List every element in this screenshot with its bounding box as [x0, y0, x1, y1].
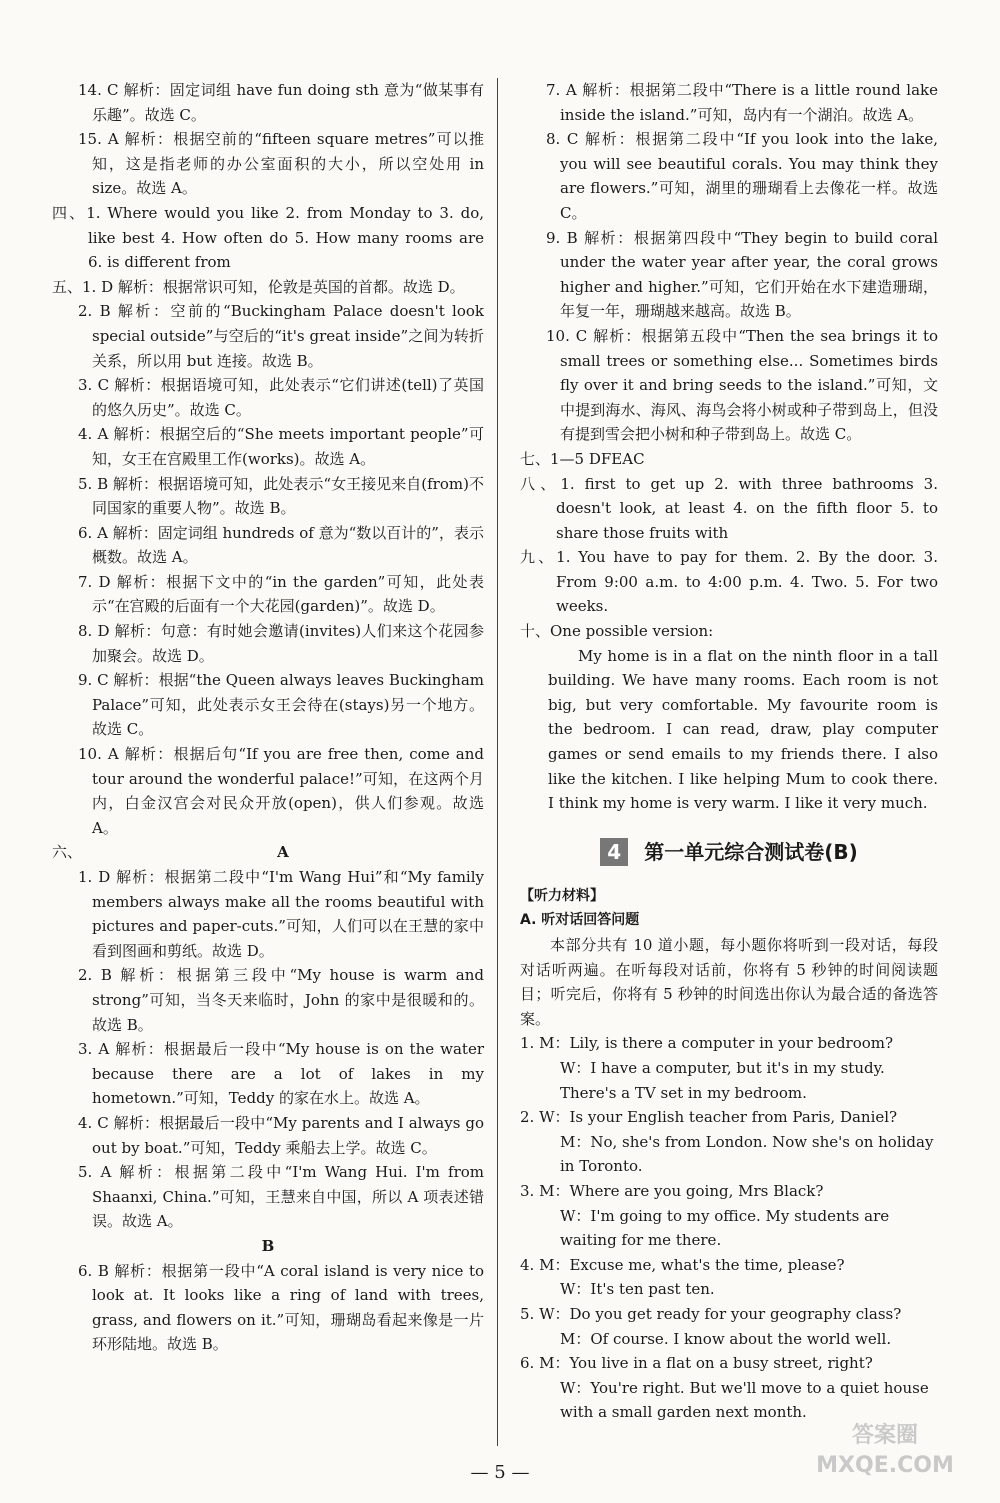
dialogue-line: 1. M：Lily, is there a computer in your bedroom?: [520, 1034, 894, 1053]
answer-item: 十、One possible version:: [520, 622, 714, 641]
answer-item: 9. C 解析：根据“the Queen always leaves Buckingham Palace”可知，此处表示女王会待在(stays)另一个地方。故选 C。: [78, 671, 484, 739]
passage-label: B: [261, 1236, 275, 1255]
answer-item: 7. D 解析：根据下文中的“in the garden”可知，此处表示“在宫殿的后面有一个大花园(garden)”。故选 D。: [78, 572, 484, 616]
section-number: 六、: [52, 843, 83, 862]
answer-item: 4. C 解析：根据最后一段中“My parents and I always go out by boat.”可知，Teddy 乘船去上学。故选 C。: [78, 1113, 484, 1157]
answer-item: 2. B 解析：空前的“Buckingham Palace doesn't look special outside”与空后的“it's great inside”之间为转折关系，所以用 but 连接。故选 B。: [78, 302, 484, 370]
dialogue-line: W：You're right. But we'll move to a quiet house with a small garden next month.: [560, 1378, 929, 1422]
answer-item: 八、1. first to get up 2. with three bathrooms 3. doesn't look, at least 4. on the fifth floor 5. to share those fruits with: [520, 474, 938, 542]
answer-item: 6. A 解析：固定词组 hundreds of 意为“数以百计的”，表示概数。故选 A。: [78, 523, 484, 567]
right-column: [520, 78, 938, 1425]
answer-item: 7. A 解析：根据第二段中“There is a little round lake inside the island.”可知，岛内有一个湖泊。故选 A。: [546, 81, 938, 124]
unit-number-badge: 4: [600, 838, 628, 866]
watermark-line: 答案圈: [851, 1423, 918, 1448]
answer-item: 5. B 解析：根据语境可知，此处表示“女王接见来自(from)不同国家的重要人物”。故选 B。: [78, 474, 484, 518]
unit-title: 第一单元综合测试卷(B): [644, 839, 858, 864]
dialogue-line: W：I'm going to my office. My students are waiting for me there.: [560, 1206, 890, 1250]
dialogue-line: M：No, she's from London. Now she's on holiday in Toronto.: [560, 1132, 934, 1176]
unit-heading: [520, 838, 938, 866]
answer-item: 8. C 解析：根据第二段中“If you look into the lake, you will see beautiful corals. You may think they are flowers.”可知，湖里的珊瑚看上去像花一样。故选 C。: [546, 130, 938, 222]
column-divider: [497, 78, 498, 1446]
dialogue-line: 5. W：Do you get ready for your geography class?: [520, 1304, 902, 1323]
dialogue-line: 3. M：Where are you going, Mrs Black?: [520, 1181, 824, 1200]
answer-item: 10. C 解析：根据第五段中“Then the sea brings it to small trees or something else... Sometimes birds fly over it and bring seeds to the island.”可知，文中提到海水、海风、海鸟会将小树或种子带到岛上，但没有提到雪会把小树和种子带到岛上。故选 C。: [546, 326, 938, 444]
answer-item: 8. D 解析：句意：有时她会邀请(invites)人们来这个花园参加聚会。故选 D。: [78, 622, 484, 665]
answer-item: 6. B 解析：根据第一段中“A coral island is very nice to look at. It looks like a ring of land with trees, grass, and flowers on it.”可知，珊瑚岛看起来像是一片环形陆地。故选 B。: [78, 1261, 484, 1354]
dialogue-line: W：It's ten past ten.: [560, 1280, 715, 1299]
section-a-heading: A. 听对话回答问题: [520, 912, 640, 929]
answer-item: 四、1. Where would you like 2. from Monday to 3. do, like best 4. How often do 5. How many rooms are 6. is different from: [52, 203, 484, 272]
watermark-logo: [810, 1421, 960, 1491]
dialogue-line: 2. W：Is your English teacher from Paris, Daniel?: [520, 1108, 898, 1127]
watermark-line: MXQE.COM: [816, 1453, 954, 1478]
section-six-header: [52, 840, 484, 865]
essay-text: My home is in a flat on the ninth floor in a tall building. We have many rooms. Each room is not big, but very comfortable. My favourite room is the bedroom. I can read, draw, play computer games or send emails to my friends there. I also like the kitchen. I like helping Mum to cook there. I think my home is very warm. I like it very much.: [548, 646, 938, 813]
answer-item: 3. A 解析：根据最后一段中“My house is on the water because there are a lot of lakes in my hometown.”可知，Teddy 的家在水上。故选 A。: [78, 1040, 484, 1108]
dialogue-line: W：I have a computer, but it's in my study. There's a TV set in my bedroom.: [560, 1058, 885, 1102]
left-column: [52, 78, 484, 1357]
passage-label: A: [277, 843, 289, 862]
listening-label: 【听力材料】: [520, 887, 604, 904]
answer-item: 4. A 解析：根据空后的“She meets important people”可知，女王在宫殿里工作(works)。故选 A。: [78, 425, 484, 468]
page-number: — 5 —: [470, 1462, 530, 1483]
right-answers: [520, 78, 938, 816]
answer-item: 3. C 解析：根据语境可知，此处表示“它们讲述(tell)了英国的悠久历史”。故选 C。: [78, 376, 484, 419]
answer-item: 14. C 解析：固定词组 have fun doing sth 意为“做某事有乐趣”。故选 C。: [78, 81, 484, 124]
dialogue-line: M：Of course. I know about the world well.: [560, 1329, 892, 1348]
answer-item: 1. D 解析：根据第二段中“I'm Wang Hui”和“My family members always make all the rooms beautiful with pictures and paper-cuts.”可知，人们可以在王慧的家中看到图画和剪纸。故选 D。: [78, 868, 484, 960]
answer-item: 五、1. D 解析：根据常识可知，伦敦是英国的首都。故选 D。: [52, 277, 465, 296]
dialogue-line: 4. M：Excuse me, what's the time, please?: [520, 1255, 845, 1274]
answer-item: 15. A 解析：根据空前的“fifteen square metres”可以推知，这是指老师的办公室面积的大小，所以空处用 in size。故选 A。: [78, 130, 484, 198]
section-a-instructions: 本部分共有 10 道小题，每小题你将听到一段对话，每段对话听两遍。在听每段对话前，你将有 5 秒钟的时间阅读题目；听完后，你将有 5 秒钟的时间选出你认为最合适的备选答案。: [520, 936, 938, 1028]
answer-item: 九、1. You have to pay for them. 2. By the door. 3. From 9:00 a.m. to 4:00 p.m. 4. Two. 5. For two weeks.: [520, 548, 938, 616]
answer-item: 七、1—5 DFEAC: [520, 449, 645, 468]
dialogue-list: [520, 1031, 938, 1425]
answer-item: 2. B 解析：根据第三段中“My house is warm and strong”可知，当冬天来临时，John 的家中是很暖和的。故选 B。: [78, 966, 484, 1034]
answer-item: 9. B 解析：根据第四段中“They begin to build coral under the water year after year, the coral grows higher and higher.”可知，它们开始在水下建造珊瑚，年复一年，珊瑚越来越高。故选 B。: [546, 228, 938, 321]
dialogue-line: 6. M：You live in a flat on a busy street, right?: [520, 1354, 873, 1373]
answer-item: 5. A 解析：根据第二段中“I'm Wang Hui. I'm from Shaanxi, China.”可知，王慧来自中国，所以 A 项表述错误。故选 A。: [78, 1163, 484, 1231]
answer-item: 10. A 解析：根据后句“If you are free then, come and tour around the wonderful palace!”可知，在这两个月内，白金汉宫会对民众开放(open)，供人们参观。故选 A。: [78, 745, 484, 837]
